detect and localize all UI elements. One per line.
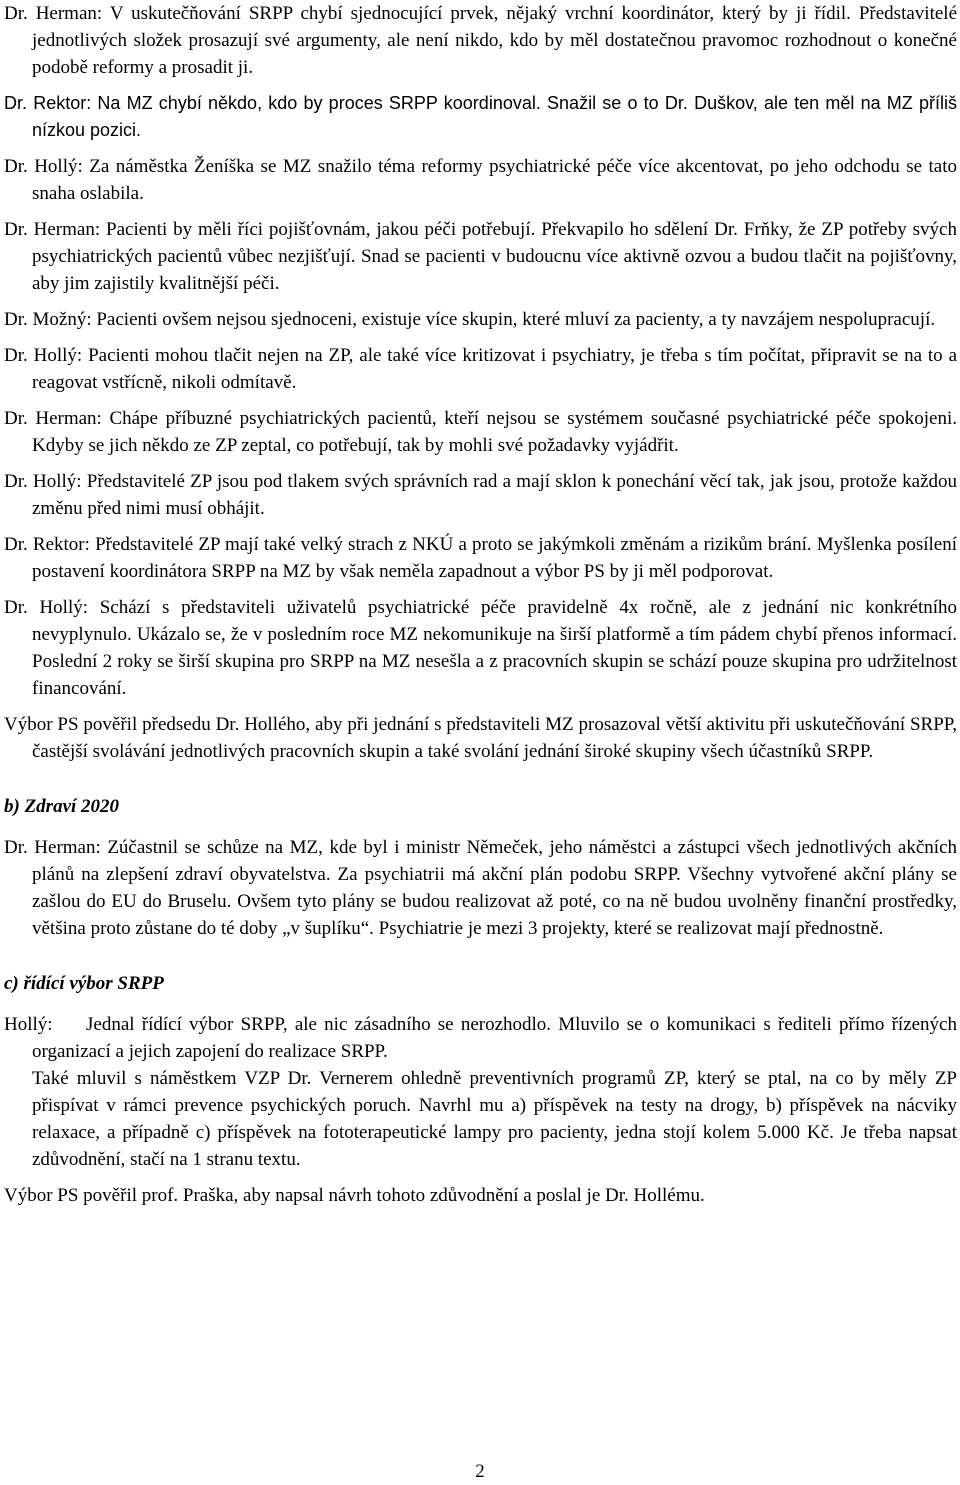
speaker: Dr. Hollý:	[4, 156, 83, 177]
paragraph-herman-1	[4, 0, 957, 81]
speaker: Dr. Herman:	[4, 837, 101, 858]
paragraph-text-2: Také mluvil s náměstkem VZP Dr. Vernerem ohledně preventivních programů ZP, který se ptal, na co by měly ZP přispívat v rámci prevence psychických poruch. Navrhl mu a) příspěvek na testy na drogy, b) příspěvek na nácviky relaxace, a případně c) příspěvek na fototerapeutické lampy pro pacienty, jedna stojí kolem 5.000 Kč. Je třeba napsat zdůvodnění, stačí na 1 stranu textu.	[32, 1068, 957, 1170]
section-heading-ridici-vybor: c) řídící výbor SRPP	[4, 973, 164, 994]
speaker: Dr. Možný:	[4, 309, 92, 330]
paragraph-holly-1	[4, 153, 957, 207]
speaker: Dr. Herman:	[4, 3, 103, 24]
paragraph-rektor-2	[4, 531, 957, 585]
speaker: Dr. Rektor:	[4, 93, 92, 113]
paragraph-holly-2	[4, 342, 957, 396]
paragraph-holly-3	[4, 468, 957, 522]
resolution-2: Výbor PS pověřil prof. Praška, aby napsal návrh tohoto zdůvodnění a poslal je Dr. Hollému.	[4, 1185, 705, 1206]
resolution-1: Výbor PS pověřil předsedu Dr. Hollého, aby při jednání s představiteli MZ prosazoval větší aktivitu při uskutečňování SRPP, častější svolávání jednotlivých pracovních skupin a také svolání jednání široké skupiny všech účastníků SRPP.	[4, 714, 957, 762]
paragraph-text: Představitelé ZP jsou pod tlakem svých správních rad a mají sklon k ponechání věcí tak, jak jsou, protože každou změnu před nimi musí obhájit.	[32, 471, 958, 519]
speaker: Hollý:	[4, 1014, 53, 1035]
paragraph-text: Pacienti mohou tlačit nejen na ZP, ale také více kritizovat i psychiatry, je třeba s tím počítat, připravit se na to a reagovat vstřícně, nikoli odmítavě.	[32, 345, 958, 393]
paragraph-rektor-1	[4, 90, 957, 144]
paragraph-text: Jednal řídící výbor SRPP, ale nic zásadního se nerozhodlo. Mluvilo se o komunikaci s řediteli přímo řízených organizací a jejich zapojení do realizace SRPP.	[32, 1014, 957, 1062]
speaker: Dr. Rektor:	[4, 534, 90, 555]
paragraph-text: Za náměstka Ženíška se MZ snažilo téma reformy psychiatrické péče více akcentovat, po jeho odchodu se tato snaha oslabila.	[32, 156, 958, 204]
speaker: Dr. Herman:	[4, 219, 101, 240]
paragraph-herman-4	[4, 834, 957, 942]
paragraph-mozny-1	[4, 306, 957, 333]
speaker: Dr. Hollý:	[4, 597, 88, 618]
speaker: Dr. Herman:	[4, 408, 102, 429]
paragraph-text: Představitelé ZP mají také velký strach z NKÚ a proto se jakýmkoli změnám a rizikům brání. Myšlenka posílení postavení koordinátora SRPP na MZ by však neměla zapadnout a výbor PS by ji měl podporovat.	[32, 534, 958, 582]
paragraph-herman-2	[4, 216, 957, 297]
paragraph-text: Pacienti by měli říci pojišťovnám, jakou péči potřebují. Překvapilo ho sdělení Dr. Frňky, že ZP potřeby svých psychiatrických pacientů vůbec nezjišťují. Snad se pacienti v budoucnu více aktivně ozvou a budou tlačit na pojišťovny, aby jim zajistily kvalitnější péči.	[32, 219, 957, 294]
paragraph-text: V uskutečňování SRPP chybí sjednocující prvek, nějaký vrchní koordinátor, který by ji řídil. Představitelé jednotlivých složek prosazují své argumenty, ale není nikdo, kdo by měl dostatečnou pravomoc rozhodnout o konečné podobě reformy a prosadit ji.	[32, 3, 957, 78]
paragraph-herman-3	[4, 405, 957, 459]
page-number: 2	[475, 1461, 485, 1482]
paragraph-text: Pacienti ovšem nejsou sjednoceni, existuje více skupin, které mluví za pacienty, a ty navzájem nespolupracují.	[96, 309, 936, 330]
section-heading-zdravi-2020: b) Zdraví 2020	[4, 796, 120, 817]
paragraph-text: Zúčastnil se schůze na MZ, kde byl i ministr Němeček, jeho náměstci a zástupci všech jednotlivých akčních plánů na zlepšení zdraví obyvatelstva. Za psychiatrii má akční plán podobu SRPP. Všechny vytvořené akční plány se zašlou do EU do Bruselu. Ovšem tyto plány se budou realizovat až poté, co na ně budou uvolněny finanční prostředky, většina proto zůstane do té doby „v šuplíku“. Psychiatrie je mezi 3 projekty, které se realizovat mají přednostně.	[32, 837, 957, 939]
paragraph-holly-4	[4, 594, 957, 702]
paragraph-text: Chápe příbuzné psychiatrických pacientů, kteří nejsou se systémem současné psychiatrické péče spokojeni. Kdyby se jich někdo ze ZP zeptal, co potřebují, tak by mohli své požadavky vyjádřit.	[32, 408, 957, 456]
paragraph-text: Na MZ chybí někdo, kdo by proces SRPP koordinoval. Snažil se o to Dr. Duškov, ale ten měl na MZ příliš nízkou pozici.	[32, 93, 957, 140]
speaker: Dr. Hollý:	[4, 471, 82, 492]
paragraph-holly-5	[4, 1011, 957, 1173]
speaker: Dr. Hollý:	[4, 345, 83, 366]
paragraph-text: Schází s představiteli uživatelů psychiatrické péče pravidelně 4x ročně, ale z jednání nic konkrétního nevyplynulo. Ukázalo se, že v posledním roce MZ nekomunikuje na širší platformě a tím pádem chybí přenos informací. Poslední 2 roky se širší skupina pro SRPP na MZ nesešla a z pracovních skupin se schází pouze skupina pro udržitelnost financování.	[32, 597, 958, 699]
document-body	[4, 0, 957, 1218]
